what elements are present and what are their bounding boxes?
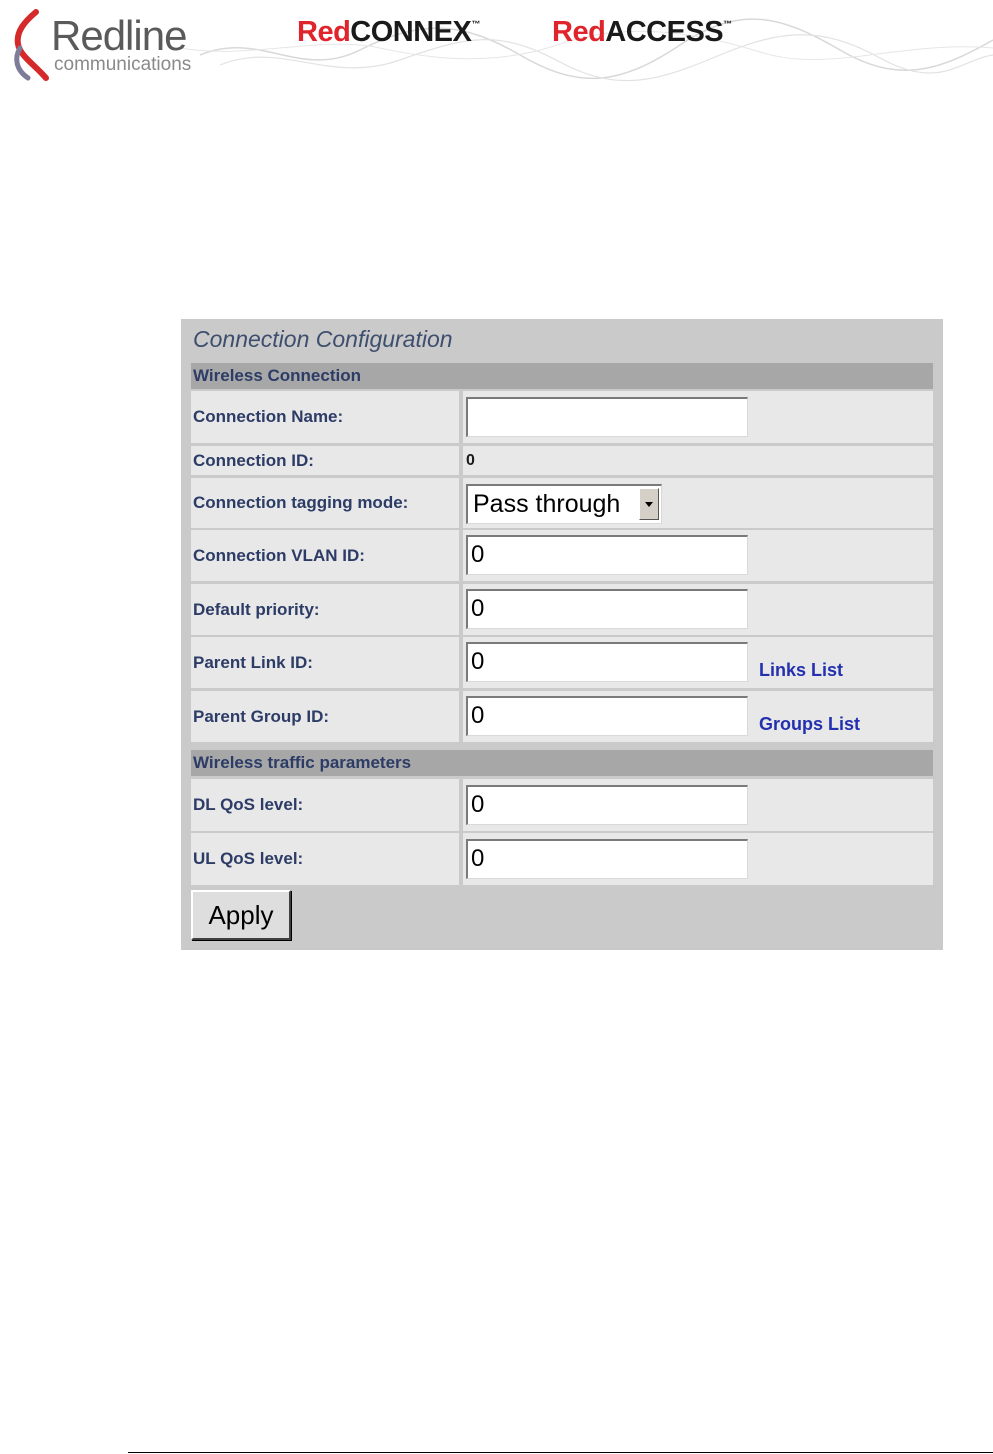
default-priority-input[interactable]: 0	[466, 589, 748, 629]
brand1-black-text: CONNEX	[350, 16, 472, 48]
row-ul-qos	[191, 833, 933, 885]
row-connection-name	[191, 391, 933, 443]
connection-name-label: Connection Name:	[191, 391, 459, 443]
logo-subtitle: communications	[54, 54, 192, 75]
logo-wordmark: Redline	[51, 12, 187, 59]
groups-list-link[interactable]: Groups List	[759, 714, 861, 734]
connection-id-value: 0	[466, 452, 475, 469]
ul-qos-input[interactable]: 0	[466, 839, 748, 879]
vlan-id-input[interactable]: 0	[466, 535, 748, 575]
ul-qos-cell	[463, 833, 933, 885]
redconnex-brand	[297, 16, 480, 49]
connection-id-cell	[463, 446, 933, 475]
dl-qos-input[interactable]: 0	[466, 785, 748, 825]
dl-qos-label: DL QoS level:	[191, 779, 459, 831]
default-priority-cell	[463, 584, 933, 635]
row-connection-id	[191, 446, 933, 475]
default-priority-label: Default priority:	[191, 584, 459, 635]
dropdown-arrow-icon[interactable]	[639, 488, 659, 520]
footer-divider	[128, 1452, 993, 1453]
links-list-link[interactable]: Links List	[759, 660, 844, 680]
parent-link-id-cell	[463, 637, 933, 688]
parent-link-id-input[interactable]: 0	[466, 642, 748, 682]
row-default-priority	[191, 584, 933, 635]
tagging-mode-label: Connection tagging mode:	[191, 478, 459, 528]
brand2-trademark: ™	[723, 19, 732, 29]
connection-name-input[interactable]	[466, 397, 748, 437]
connection-configuration-panel	[181, 319, 943, 950]
page-header	[0, 0, 993, 90]
parent-group-id-cell	[463, 691, 933, 742]
parent-group-id-input[interactable]: 0	[466, 696, 748, 736]
redline-logo-mark-icon	[6, 8, 52, 82]
connection-name-cell	[463, 391, 933, 443]
dl-qos-cell	[463, 779, 933, 831]
apply-button[interactable]: Apply	[191, 890, 291, 940]
brand1-red-text: Red	[297, 16, 351, 48]
brand2-red-text: Red	[552, 16, 606, 48]
section-wireless-connection: Wireless Connection	[191, 363, 933, 389]
row-parent-group-id	[191, 691, 933, 742]
parent-group-id-label: Parent Group ID:	[191, 691, 459, 742]
brand1-trademark: ™	[471, 19, 480, 29]
brand2-black-text: ACCESS	[605, 16, 724, 48]
row-parent-link-id	[191, 637, 933, 688]
parent-link-id-label: Parent Link ID:	[191, 637, 459, 688]
row-tagging-mode	[191, 478, 933, 528]
vlan-id-label: Connection VLAN ID:	[191, 530, 459, 581]
redaccess-brand	[552, 16, 732, 49]
tagging-mode-selected-value: Pass through	[473, 490, 621, 518]
vlan-id-cell	[463, 530, 933, 581]
section-wireless-traffic-parameters: Wireless traffic parameters	[191, 750, 933, 776]
connection-id-label: Connection ID:	[191, 446, 459, 475]
row-vlan-id	[191, 530, 933, 581]
panel-title: Connection Configuration	[193, 326, 453, 352]
row-dl-qos	[191, 779, 933, 831]
tagging-mode-select[interactable]	[466, 484, 662, 524]
tagging-mode-cell	[463, 478, 933, 528]
ul-qos-label: UL QoS level:	[191, 833, 459, 885]
